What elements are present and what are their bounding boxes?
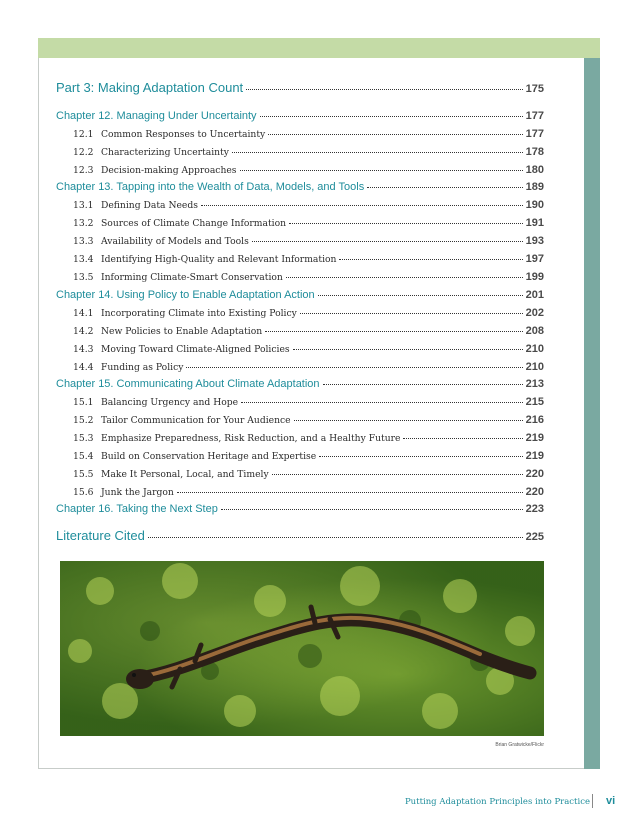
- toc-page: 197: [525, 253, 544, 265]
- dot-leader: [318, 295, 523, 296]
- dot-leader: [294, 420, 523, 421]
- toc-section-15-1[interactable]: [56, 396, 544, 408]
- dot-leader: [246, 89, 522, 90]
- toc-label: Incorporating Climate into Existing Policy: [101, 308, 297, 319]
- toc-page: 193: [525, 235, 544, 247]
- toc-label: Literature Cited: [56, 528, 145, 543]
- dot-leader: [319, 456, 522, 457]
- toc-label: Sources of Climate Change Information: [101, 218, 287, 229]
- toc-section-14-1[interactable]: [56, 307, 544, 319]
- section-number: 13.1: [73, 200, 94, 211]
- dot-leader: [265, 331, 522, 332]
- toc-page: 199: [525, 271, 544, 283]
- toc-page: 223: [525, 503, 544, 515]
- dot-leader: [260, 116, 523, 117]
- toc-label: Chapter 13. Tapping into the Wealth of Data, Models, and Tools: [56, 181, 365, 193]
- toc-chapter-16[interactable]: [56, 503, 544, 515]
- dot-leader: [240, 170, 523, 171]
- toc-label: Defining Data Needs: [101, 200, 198, 211]
- section-number: 13.5: [73, 272, 94, 283]
- side-color-bar: [584, 58, 600, 769]
- toc-page: 213: [525, 378, 544, 390]
- section-number: 15.1: [73, 397, 94, 408]
- toc-page: 202: [525, 307, 544, 319]
- dot-leader: [286, 277, 523, 278]
- dot-leader: [323, 384, 523, 385]
- dot-leader: [232, 152, 523, 153]
- dot-leader: [186, 367, 522, 368]
- toc-page: 225: [525, 531, 544, 543]
- toc-page: 190: [525, 199, 544, 211]
- toc-label: Part 3: Making Adaptation Count: [56, 80, 244, 95]
- toc-label: Make It Personal, Local, and Timely: [101, 469, 269, 480]
- dot-leader: [272, 474, 523, 475]
- toc-literature-cited[interactable]: [56, 528, 544, 543]
- toc-label: Balancing Urgency and Hope: [101, 397, 239, 408]
- toc-label: Informing Climate-Smart Conservation: [101, 272, 283, 283]
- toc-label: Moving Toward Climate-Aligned Policies: [101, 344, 290, 355]
- toc-chapter-13[interactable]: [56, 181, 544, 193]
- toc-page: 219: [525, 450, 544, 462]
- toc-page: 177: [525, 110, 544, 122]
- toc-section-13-2[interactable]: [56, 217, 544, 229]
- toc-section-13-5[interactable]: [56, 271, 544, 283]
- toc-page: 189: [525, 181, 544, 193]
- dot-leader: [289, 223, 523, 224]
- toc-section-15-6[interactable]: [56, 486, 544, 498]
- toc-section-15-3[interactable]: [56, 432, 544, 444]
- section-number: 14.4: [73, 362, 94, 373]
- section-number: 15.4: [73, 451, 94, 462]
- photo-illustration: [60, 561, 544, 736]
- toc-label: Chapter 14. Using Policy to Enable Adaptation Action: [56, 289, 315, 301]
- toc-section-12-1[interactable]: [56, 128, 544, 140]
- toc-label: Chapter 15. Communicating About Climate Adaptation: [56, 378, 320, 390]
- toc-label: Identifying High-Quality and Relevant Information: [101, 254, 337, 265]
- toc-section-13-4[interactable]: [56, 253, 544, 265]
- footer-divider: [592, 794, 593, 808]
- toc-section-14-4[interactable]: [56, 361, 544, 373]
- toc-page: 216: [525, 414, 544, 426]
- toc-page: 177: [525, 128, 544, 140]
- dot-leader: [268, 134, 522, 135]
- section-number: 12.3: [73, 165, 94, 176]
- toc-label: Junk the Jargon: [101, 487, 174, 498]
- section-number: 14.2: [73, 326, 94, 337]
- section-number: 15.5: [73, 469, 94, 480]
- photo-credit: Brian Gratwicke/Flickr: [495, 742, 544, 748]
- dot-leader: [241, 402, 523, 403]
- toc-label: New Policies to Enable Adaptation: [101, 326, 263, 337]
- toc-label: Chapter 12. Managing Under Uncertainty: [56, 110, 257, 122]
- toc-section-15-4[interactable]: [56, 450, 544, 462]
- toc-page: 191: [525, 217, 544, 229]
- toc-page: 175: [525, 83, 544, 95]
- toc-section-14-2[interactable]: [56, 325, 544, 337]
- running-footer-title: Putting Adaptation Principles into Practice: [404, 797, 590, 807]
- dot-leader: [221, 509, 523, 510]
- page-number: vi: [606, 795, 616, 807]
- dot-leader: [201, 205, 523, 206]
- toc-label: Characterizing Uncertainty: [101, 147, 229, 158]
- dot-leader: [300, 313, 523, 314]
- section-number: 13.3: [73, 236, 94, 247]
- section-number: 12.2: [73, 147, 94, 158]
- section-number: 14.3: [73, 344, 94, 355]
- toc-label: Emphasize Preparedness, Risk Reduction, and a Healthy Future: [101, 433, 401, 444]
- dot-leader: [293, 349, 523, 350]
- toc-chapter-14[interactable]: [56, 289, 544, 301]
- dot-leader: [367, 187, 522, 188]
- toc-section-12-2[interactable]: [56, 146, 544, 158]
- toc-label: Build on Conservation Heritage and Expertise: [101, 451, 317, 462]
- header-band: [38, 38, 600, 58]
- toc-page: 208: [525, 325, 544, 337]
- section-number: 13.2: [73, 218, 94, 229]
- toc-section-14-3[interactable]: [56, 343, 544, 355]
- dot-leader: [148, 537, 523, 538]
- section-number: 12.1: [73, 129, 94, 140]
- toc-page: 220: [525, 468, 544, 480]
- toc-page: 178: [525, 146, 544, 158]
- toc-page: 215: [525, 396, 544, 408]
- toc-label: Funding as Policy: [101, 362, 184, 373]
- section-number: 15.3: [73, 433, 94, 444]
- toc-page: 220: [525, 486, 544, 498]
- toc-page: 210: [525, 343, 544, 355]
- section-number: 15.2: [73, 415, 94, 426]
- toc-section-12-3[interactable]: [56, 164, 544, 176]
- toc-page: 219: [525, 432, 544, 444]
- dot-leader: [252, 241, 523, 242]
- section-number: 15.6: [73, 487, 94, 498]
- toc-label: Availability of Models and Tools: [101, 236, 249, 247]
- toc-label: Tailor Communication for Your Audience: [101, 415, 291, 426]
- dot-leader: [403, 438, 522, 439]
- toc-section-15-2[interactable]: [56, 414, 544, 426]
- toc-section-15-5[interactable]: [56, 468, 544, 480]
- toc-part-3[interactable]: [56, 80, 544, 95]
- toc-section-13-1[interactable]: [56, 199, 544, 211]
- toc-chapter-15[interactable]: [56, 378, 544, 390]
- toc-label: Common Responses to Uncertainty: [101, 129, 266, 140]
- toc-page: 201: [525, 289, 544, 301]
- toc-label: Decision-making Approaches: [101, 165, 237, 176]
- section-number: 13.4: [73, 254, 94, 265]
- toc-page: 210: [525, 361, 544, 373]
- toc-label: Chapter 16. Taking the Next Step: [56, 503, 218, 515]
- toc-section-13-3[interactable]: [56, 235, 544, 247]
- dot-leader: [339, 259, 522, 260]
- toc-chapter-12[interactable]: [56, 110, 544, 122]
- toc-page: 180: [525, 164, 544, 176]
- section-number: 14.1: [73, 308, 94, 319]
- salamander-photo: [60, 561, 544, 736]
- dot-leader: [177, 492, 523, 493]
